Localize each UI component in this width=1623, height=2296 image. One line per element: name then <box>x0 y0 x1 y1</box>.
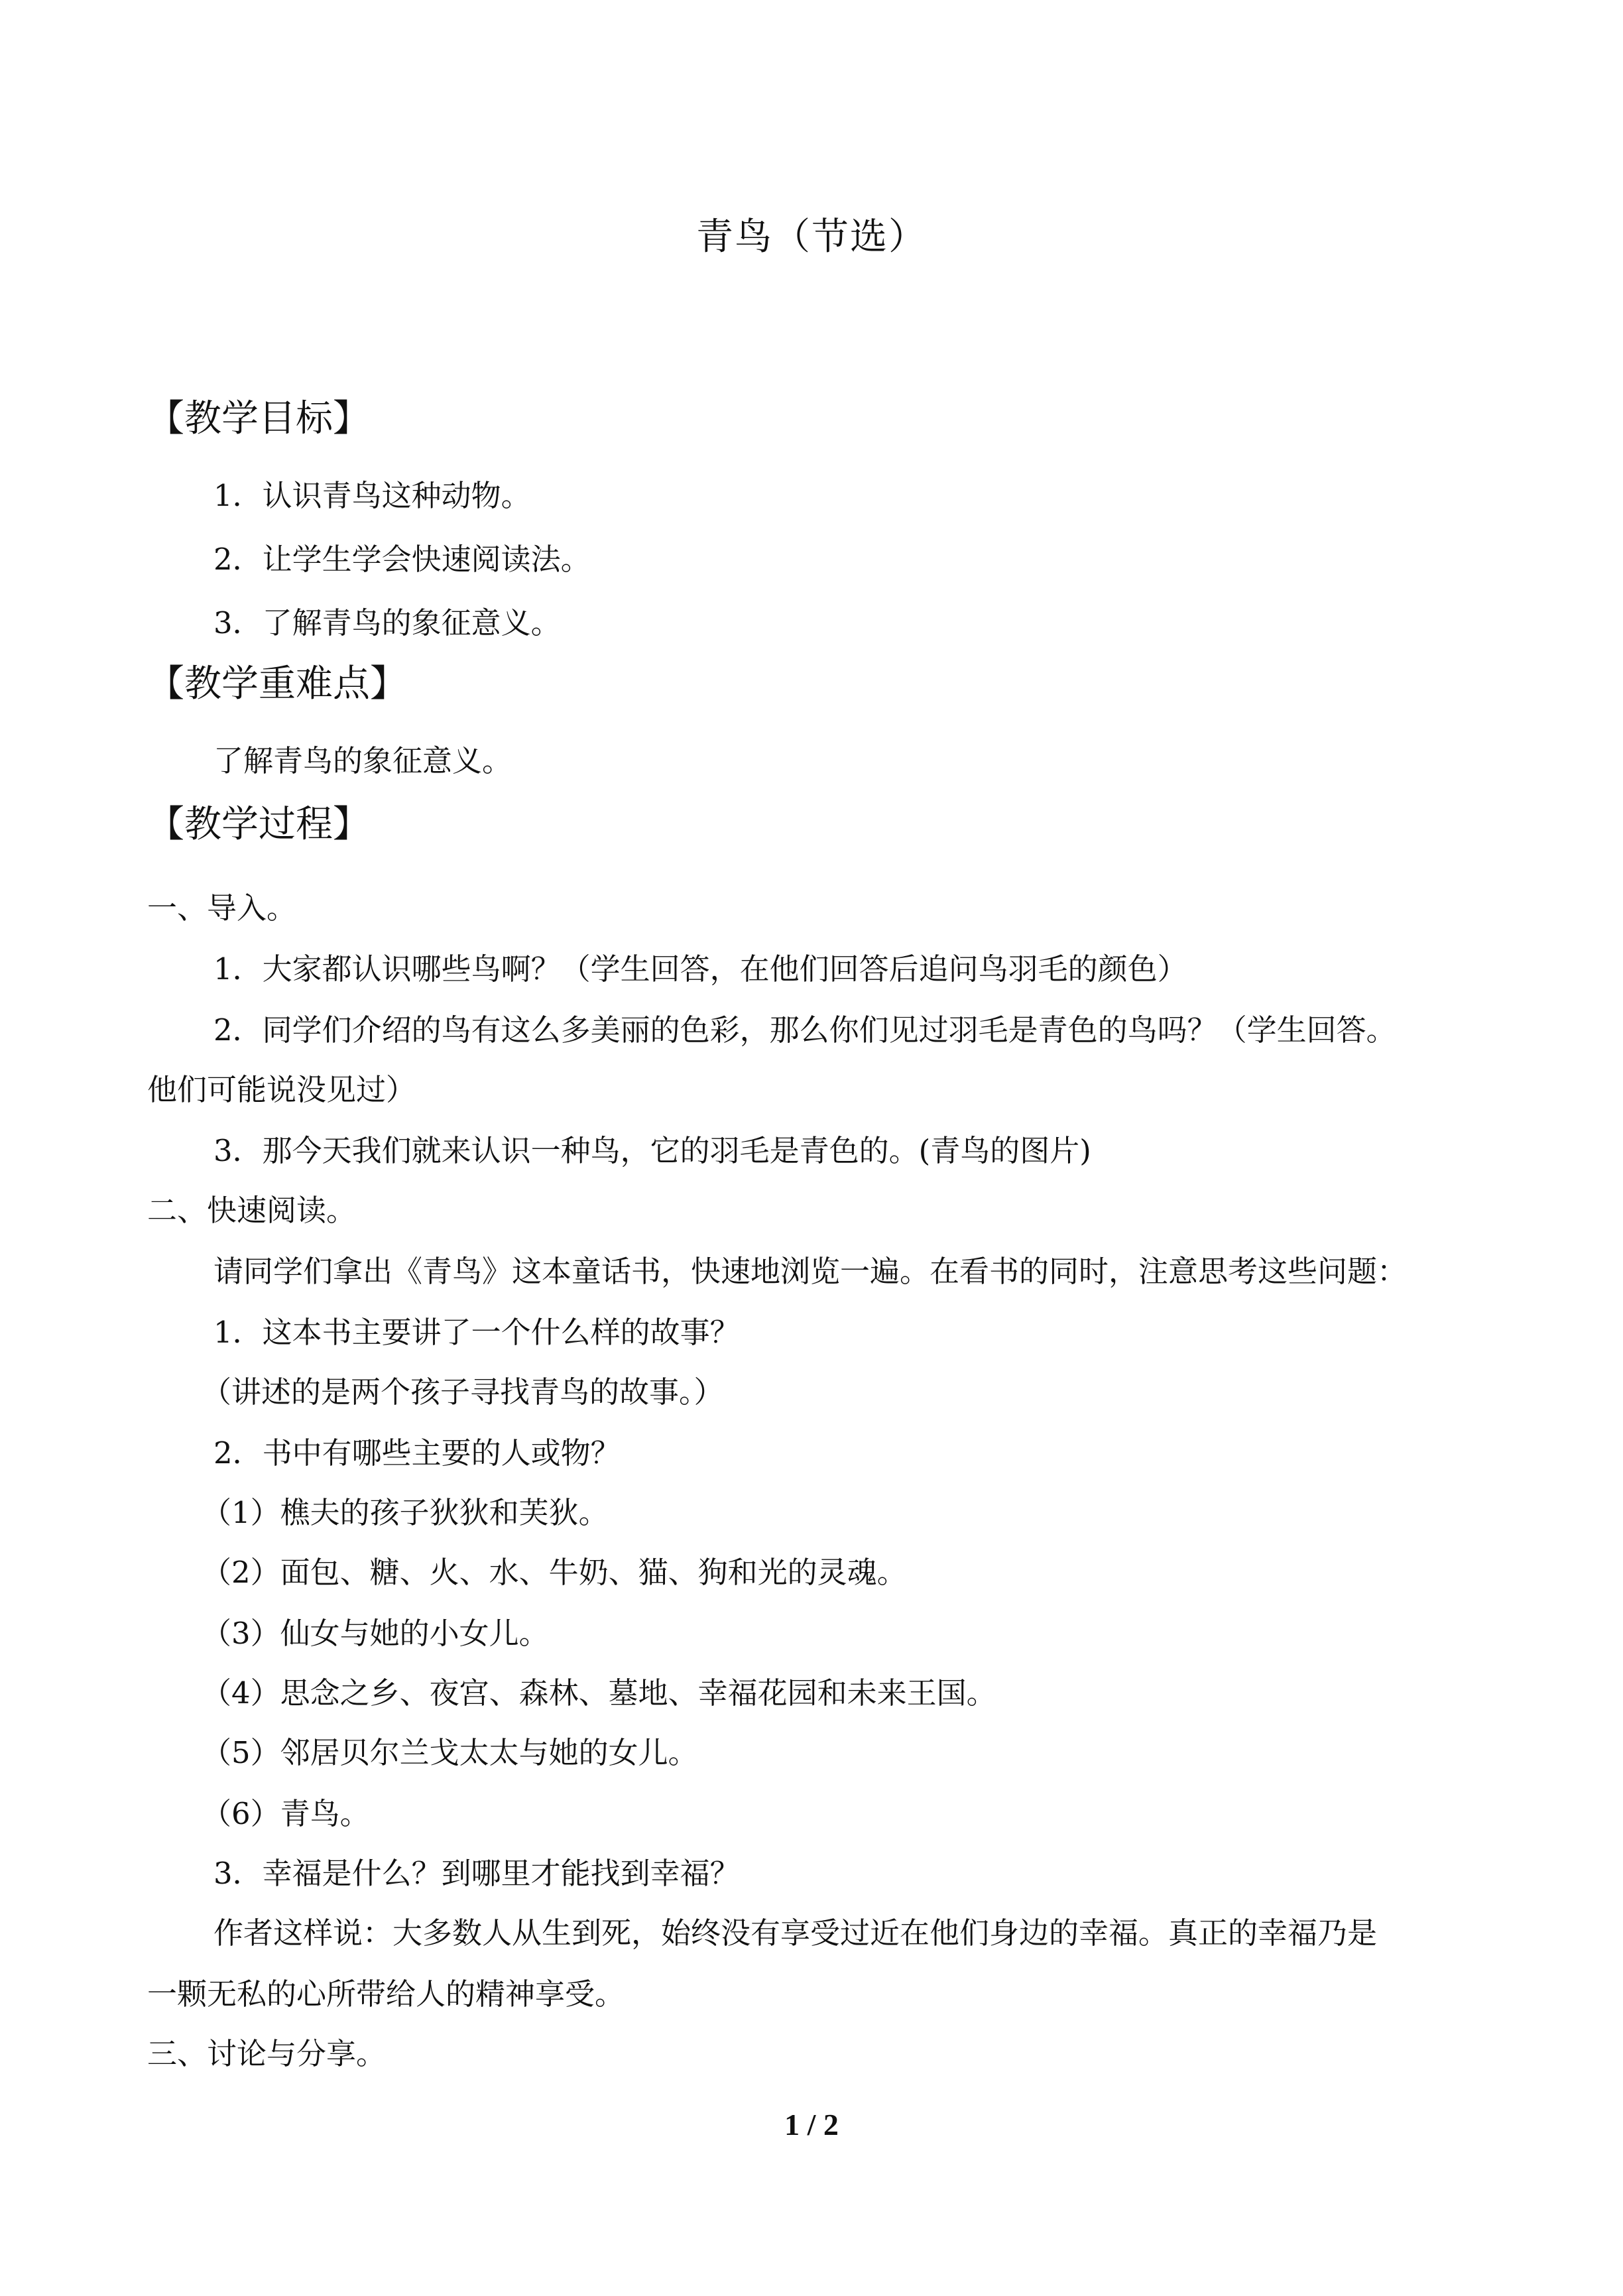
process-question: 2．书中有哪些主要的人或物？ <box>213 1435 621 1471</box>
process-answer-item: （6）青鸟。 <box>202 1796 370 1831</box>
section-heading-process: 【教学过程】 <box>147 803 370 846</box>
process-item-continued: 他们可能说没见过） <box>147 1072 416 1107</box>
process-question: 1．这本书主要讲了一个什么样的故事？ <box>213 1315 740 1350</box>
process-paragraph: 请同学们拿出《青鸟》这本童话书，快速地浏览一遍。在看书的同时，注意思考这些问题： <box>213 1254 1408 1289</box>
process-item: 3．那今天我们就来认识一种鸟，它的羽毛是青色的。(青鸟的图片) <box>213 1133 1091 1168</box>
process-part-title: 二、快速阅读。 <box>147 1193 357 1228</box>
process-answer: （讲述的是两个孩子寻找青鸟的故事。） <box>202 1374 724 1410</box>
process-part-title: 一、导入。 <box>147 890 297 926</box>
process-paragraph-continued: 一颗无私的心所带给人的精神享受。 <box>147 1976 625 2012</box>
process-answer-item: （3）仙女与她的小女儿。 <box>202 1616 549 1651</box>
process-item: 2．同学们介绍的鸟有这么多美丽的色彩，那么你们见过羽毛是青色的鸟吗？（学生回答。 <box>213 1012 1396 1048</box>
process-answer-item: （2）面包、糖、火、水、牛奶、猫、狗和光的灵魂。 <box>202 1555 907 1590</box>
objective-item: 1．认识青鸟这种动物。 <box>213 478 531 513</box>
process-answer-item: （1）樵夫的孩子狄狄和芙狄。 <box>202 1495 609 1530</box>
objective-item: 3．了解青鸟的象征意义。 <box>213 605 561 640</box>
process-question: 3．幸福是什么？到哪里才能找到幸福？ <box>213 1856 740 1891</box>
process-item: 1．大家都认识哪些鸟啊？（学生回答，在他们回答后追问鸟羽毛的颜色） <box>213 951 1187 987</box>
page-number: 1 / 2 <box>784 2108 839 2142</box>
objective-item: 2．让学生学会快速阅读法。 <box>213 542 591 577</box>
process-paragraph: 作者这样说：大多数人从生到死，始终没有享受过近在他们身边的幸福。真正的幸福乃是 <box>213 1915 1378 1951</box>
key-points-text: 了解青鸟的象征意义。 <box>213 743 512 778</box>
process-answer-item: （4）思念之乡、夜宫、森林、墓地、幸福花园和未来王国。 <box>202 1675 996 1711</box>
section-heading-objectives: 【教学目标】 <box>147 397 370 440</box>
document-title: 青鸟（节选） <box>696 215 927 259</box>
process-part-title: 三、讨论与分享。 <box>147 2036 387 2071</box>
process-answer-item: （5）邻居贝尔兰戈太太与她的女儿。 <box>202 1735 698 1770</box>
section-heading-key-points: 【教学重难点】 <box>147 662 407 705</box>
